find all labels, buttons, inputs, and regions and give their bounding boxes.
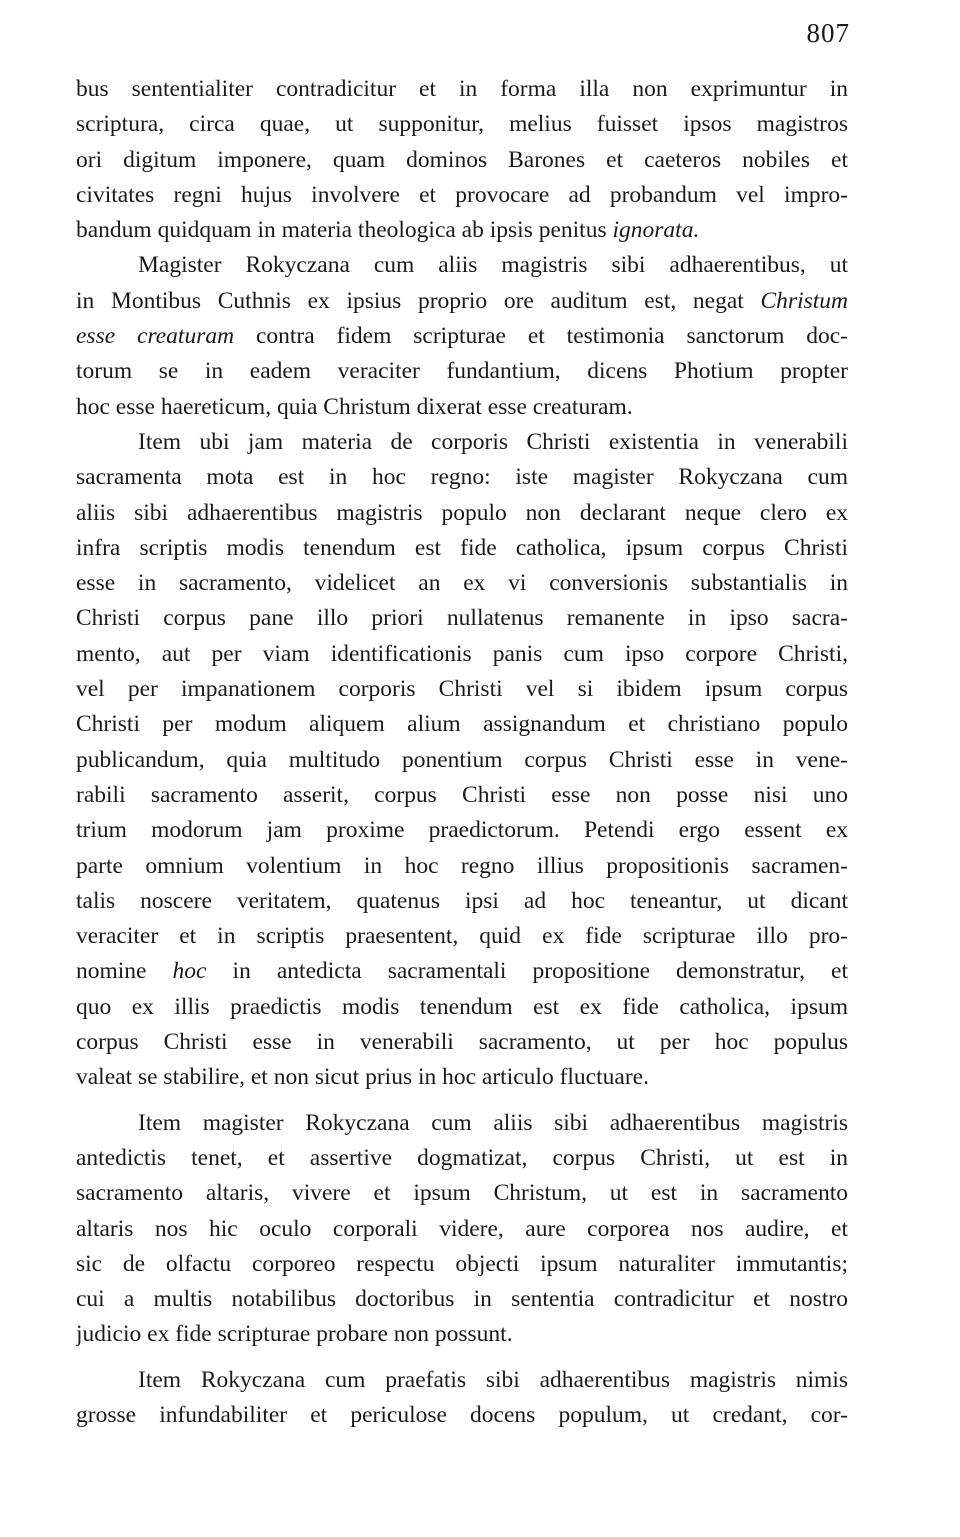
text-line: sic de olfactu corporeo respectu objecti ipsum naturaliter immutantis; xyxy=(76,1250,848,1277)
text-line: bandum quidquam in materia theologica ab ipsis penitus ignorata. xyxy=(76,217,700,244)
text-line: parte omnium volentium in hoc regno illius propositionis sacramen- xyxy=(76,852,848,879)
text-line: altaris nos hic oculo corporali videre, aure corporea nos audire, et xyxy=(76,1215,848,1242)
text-line: mento, aut per viam identificationis panis cum ipso corpore Christi, xyxy=(76,640,848,667)
text-line: quo ex illis praedictis modis tenendum est ex fide catholica, ipsum xyxy=(76,993,848,1020)
text-line: corpus Christi esse in venerabili sacramento, ut per hoc populus xyxy=(76,1029,848,1056)
text-line: rabili sacramento asserit, corpus Christi esse non posse nisi uno xyxy=(76,781,848,808)
text-line: sacramenta mota est in hoc regno: iste magister Rokyczana cum xyxy=(76,464,848,491)
text-line: Magister Rokyczana cum aliis magistris sibi adhaerentibus, ut xyxy=(138,252,848,279)
text-line: valeat se stabilire, et non sicut prius in hoc articulo fluctuare. xyxy=(76,1064,649,1091)
text-line: Christi per modum aliquem alium assignandum et christiano populo xyxy=(76,711,848,738)
text-line: sacramento altaris, vivere et ipsum Christum, ut est in sacramento xyxy=(76,1180,848,1207)
text-line: trium modorum jam proxime praedictorum. Petendi ergo essent ex xyxy=(76,817,848,844)
text-line: infra scriptis modis tenendum est fide catholica, ipsum corpus Christi xyxy=(76,534,848,561)
text-line: grosse infundabiliter et periculose docens populum, ut credant, cor- xyxy=(76,1401,848,1428)
text-line: veraciter et in scriptis praesentent, quid ex fide scripturae illo pro- xyxy=(76,923,848,950)
text-line: vel per impanationem corporis Christi vel si ibidem ipsum corpus xyxy=(76,676,848,703)
text-line: ori digitum imponere, quam dominos Barones et caeteros nobiles et xyxy=(76,146,848,173)
text-line: publicandum, quia multitudo ponentium corpus Christi esse in vene- xyxy=(76,746,848,773)
text-line: esse in sacramento, videlicet an ex vi conversionis substantialis in xyxy=(76,570,848,597)
text-line: Item magister Rokyczana cum aliis sibi adhaerentibus magistris xyxy=(138,1109,848,1136)
text-line: talis noscere veritatem, quatenus ipsi ad hoc teneantur, ut dicant xyxy=(76,887,848,914)
text-line: antedictis tenet, et assertive dogmatizat, corpus Christi, ut est in xyxy=(76,1144,848,1171)
page-number: 807 xyxy=(806,18,850,48)
text-line: bus sententialiter contradicitur et in forma illa non exprimuntur in xyxy=(76,76,848,102)
text-line: Christi corpus pane illo priori nullatenus remanente in ipso sacra- xyxy=(76,605,848,632)
text-line: torum se in eadem veraciter fundantium, dicens Photium propter xyxy=(76,358,848,385)
text-line: aliis sibi adhaerentibus magistris populo non declarant neque clero ex xyxy=(76,499,848,526)
text-line: in Montibus Cuthnis ex ipsius proprio ore auditum est, negat Christum xyxy=(76,287,848,314)
text-line: judicio ex fide scripturae probare non possunt. xyxy=(76,1321,513,1348)
text-line: Item Rokyczana cum praefatis sibi adhaerentibus magistris nimis xyxy=(138,1366,848,1393)
text-line: esse creaturam contra fidem scripturae et testimonia sanctorum doc- xyxy=(76,323,848,350)
text-line: civitates regni hujus involvere et provocare ad probandum vel impro- xyxy=(76,181,848,208)
body-text xyxy=(76,72,848,1433)
text-line: scriptura, circa quae, ut supponitur, melius fuisset ipsos magistros xyxy=(76,111,848,138)
text-line: hoc esse haereticum, quia Christum dixerat esse creaturam. xyxy=(76,393,633,420)
text-line: Item ubi jam materia de corporis Christi existentia in venerabili xyxy=(138,428,848,455)
text-line: cui a multis notabilibus doctoribus in sententia contradicitur et nostro xyxy=(76,1286,848,1313)
text-line: nomine hoc in antedicta sacramentali propositione demonstratur, et xyxy=(76,958,848,985)
